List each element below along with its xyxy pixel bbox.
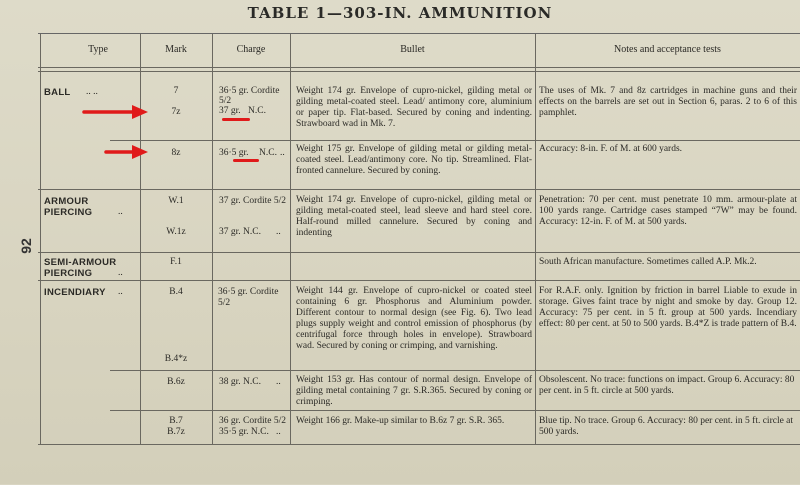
row-rule-inc — [38, 280, 800, 281]
col-rule-left — [40, 34, 41, 444]
charge-w1: 37 gr. Cordite 5/2 — [219, 196, 287, 206]
row-rule-ap — [38, 189, 800, 190]
charge-w1z-leader: .. — [276, 227, 281, 237]
bullet-b6z: Weight 153 gr. Has contour of normal design. Envelope of gilding metal containing 7 gr. S.R.365. Secured by coning or crimping. — [296, 375, 532, 407]
bullet-7: Weight 174 gr. Envelope of cupro-nickel, gilding metal or gilding metal-coated steel. Lead/ antimony core, aluminium or paper tip. Flat-based. Secured by coning and indenting. Strawboard wad in Mk. 7. — [296, 86, 532, 129]
type-ap-leader: .. — [118, 207, 123, 217]
type-sap-leader: .. — [118, 268, 123, 278]
red-arrow-8z-icon — [104, 144, 152, 160]
table-title: TABLE 1—303-IN. AMMUNITION — [247, 4, 553, 22]
red-underline-8z-nc — [233, 159, 259, 162]
notes-b4: For R.A.F. only. Ignition by friction in barrel Liable to exude in storage. Gives faint trace by night and smoke by day. Group 12. Accuracy: 75 per cent. in 5 ft. group at 500 yards. Incendiary effect: 80 per cent. at 50 to 500 yards. B.4*Z is trade pattern of B.4. — [539, 286, 797, 329]
col-rule-notes — [535, 34, 536, 444]
row-rule-sap — [38, 252, 800, 253]
col-rule-charge — [212, 34, 213, 444]
type-ball-leader: .. .. — [86, 87, 98, 97]
col-rule-bullet — [290, 34, 291, 444]
mark-b4: B.4 — [169, 287, 183, 297]
mark-b4z: B.4*z — [164, 354, 188, 364]
charge-b7z-leader: .. — [276, 427, 281, 437]
notes-ap: Penetration: 70 per cent. must penetrate 10 mm. armour-plate at 100 yards range. Cartridge cases stamped “7W” may be found. Accuracy: 12-in. F. of M. at 500 yards. — [539, 195, 797, 227]
mark-7: 7 — [173, 86, 179, 96]
ammunition-table — [38, 33, 800, 485]
red-arrow-7z-icon — [82, 104, 152, 120]
bullet-8z: Weight 175 gr. Envelope of gilding metal or gilding metal-coated steel. Lead/antimony core. No tip. Streamlined. Flat-fronted cannelure. Secured by coning. — [296, 144, 532, 176]
charge-7z: 37 gr. — [219, 106, 241, 116]
charge-7: 36·5 gr. Cordite — [219, 86, 280, 96]
charge-b6z-leader: .. — [276, 377, 281, 387]
charge-7z-nc: N.C. — [248, 106, 266, 116]
header-bullet: Bullet — [400, 44, 425, 55]
notes-b7: Blue tip. No trace. Group 6. Accuracy: 80 per cent. in 5 ft. circle at 500 yards. — [539, 416, 794, 437]
mark-8z: 8z — [171, 148, 181, 158]
type-ap-line1: ARMOUR — [44, 196, 89, 207]
mark-w1z: W.1z — [166, 227, 186, 237]
charge-b4: 36·5 gr. Cordite 5/2 — [218, 287, 279, 308]
charge-b7: 36 gr. Cordite 5/2 — [219, 416, 287, 426]
mark-7z: 7z — [171, 107, 181, 117]
type-sap-line1: SEMI-ARMOUR — [44, 257, 117, 268]
notes-8z: Accuracy: 8-in. F. of M. at 600 yards. — [539, 144, 683, 154]
charge-8z: 36·5 gr. — [219, 148, 249, 158]
charge-b6z: 38 gr. N.C. — [219, 377, 261, 387]
charge-7-sub: 5/2 — [219, 96, 232, 106]
page-number: 92 — [17, 238, 34, 254]
notes-b6z: Obsolescent. No trace: functions on impact. Group 6. Accuracy: 80 per cent. in 5 ft. circle at 500 yards. — [539, 375, 795, 396]
header-rule — [38, 67, 800, 68]
type-ap-line2: PIERCING — [44, 207, 93, 218]
header-mark: Mark — [165, 44, 187, 55]
notes-7: The uses of Mk. 7 and 8z cartridges in machine guns and their effects on the barrels are set out in Section 6, paras. 2 to 6 of this pamphlet. — [539, 86, 797, 118]
mark-b7z: B.7z — [167, 427, 185, 437]
row-rule-8z — [110, 140, 800, 141]
row-rule-b7 — [110, 410, 800, 411]
mark-b7: B.7 — [169, 416, 183, 426]
type-ball: BALL — [44, 87, 71, 98]
type-inc-leader: .. — [118, 287, 123, 297]
red-underline-7z-nc — [222, 118, 250, 121]
type-incendiary: INCENDIARY — [44, 287, 106, 298]
header-rule-double — [38, 71, 800, 72]
mark-b6z: B.6z — [167, 377, 185, 387]
bullet-b7: Weight 166 gr. Make-up similar to B.6z 7 gr. S.R. 365. — [296, 416, 505, 426]
type-sap-line2: PIERCING — [44, 268, 93, 279]
charge-b7z: 35·5 gr. N.C. — [219, 427, 269, 437]
header-charge: Charge — [236, 44, 266, 55]
bullet-b4: Weight 144 gr. Envelope of cupro-nickel or coated steel containing 6 gr. Phosphorus and Aluminium powder. Different contour to normal design (see Fig. 6). Two lead plugs supply weight and control emission of phosphorus (by centrifugal force through holes in envelope). Strawboard wad. Secured by coning or crimping, and varnishing. — [296, 286, 532, 351]
header-notes: Notes and acceptance tests — [614, 44, 721, 55]
row-rule-end — [38, 444, 800, 445]
mark-f1: F.1 — [170, 257, 182, 267]
notes-sap: South African manufacture. Sometimes called A.P. Mk.2. — [539, 257, 757, 267]
charge-w1z: 37 gr. N.C. — [219, 227, 261, 237]
bullet-ap: Weight 174 gr. Envelope of cupro-nickel, gilding metal or gilding metal-coated steel, lead sleeve and hard steel core. Half-round milled cannelure. Secured by coning and indenting — [296, 195, 532, 238]
header-type: Type — [88, 44, 108, 55]
mark-w1: W.1 — [168, 196, 184, 206]
charge-8z-nc: N.C. — [259, 148, 277, 158]
row-rule-b6z — [110, 370, 800, 371]
charge-8z-leader: .. — [280, 148, 285, 158]
